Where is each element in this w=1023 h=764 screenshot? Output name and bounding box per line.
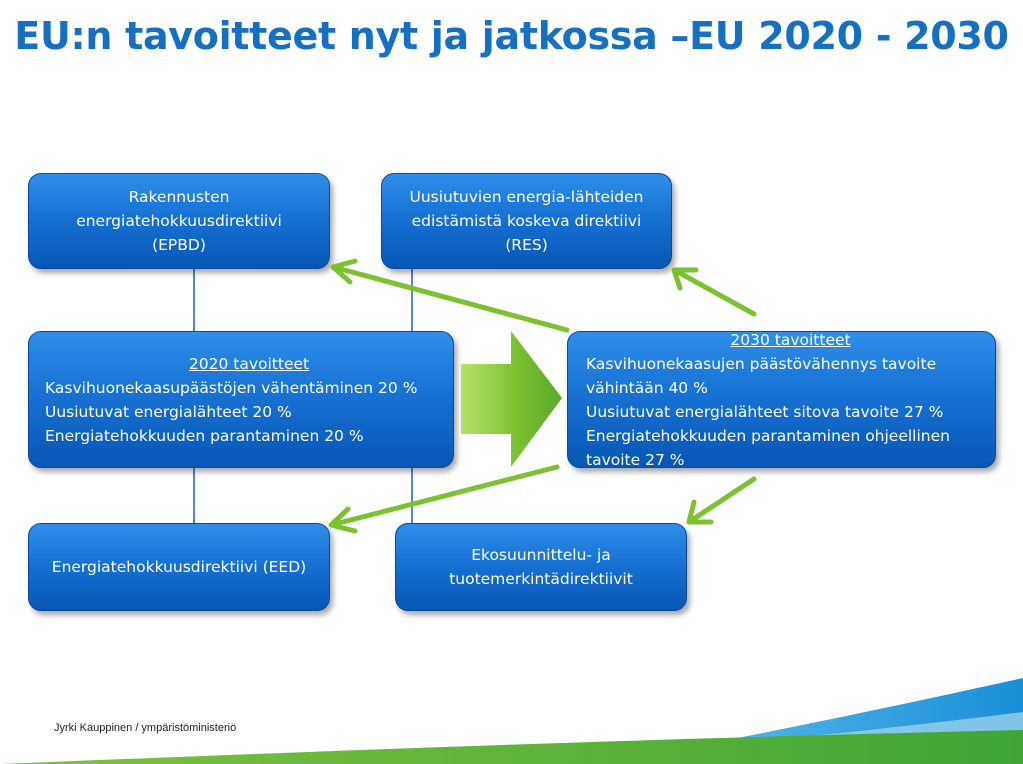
box-text-line: Uusiutuvat energialähteet 20 % (45, 402, 292, 421)
box-text-line: Kasvihuonekaasujen päästövähennys tavoite (586, 354, 937, 373)
page-title: EU:n tavoitteet nyt ja jatkossa –EU 2020 - 2030 (14, 14, 1009, 58)
box-text-line: Rakennusten (128, 188, 230, 206)
box-text-line: Kasvihuonekaasupäästöjen vähentäminen 20 % (45, 378, 418, 397)
box-text-line: Energiatehokkuusdirektiivi (EED) (51, 558, 307, 576)
box-text-line: (EPBD) (152, 236, 206, 254)
box-text-line: vähintään 40 % (586, 378, 708, 397)
box-text-line: edistämistä koskeva direktiivi (411, 212, 642, 230)
box-text-line: tavoite 27 % (586, 450, 685, 469)
box-text-line: Uusiutuvat energialähteet sitova tavoite 27 % (586, 402, 944, 421)
box-header-2020: 2020 tavoitteet (188, 354, 310, 373)
box-header-2030: 2030 tavoitteet (730, 330, 851, 349)
box-text-line: Uusiutuvien energia-lähteiden (409, 188, 644, 206)
box-text-line: (RES) (505, 236, 548, 254)
box-text-line: Energiatehokkuuden parantaminen 20 % (45, 426, 364, 445)
arrow-to-epbd-icon (333, 261, 567, 330)
box-text-line: energiatehokkuusdirektiivi (76, 212, 282, 230)
box-text-line: Energiatehokkuuden parantaminen ohjeellinen (586, 426, 950, 445)
box-text-line: Ekosuunnittelu- ja (471, 546, 611, 564)
arrow-to-eco-icon (689, 479, 754, 522)
footer-author: Jyrki Kauppinen / ympäristöministeriö (54, 722, 237, 734)
arrow-to-res-icon (674, 270, 754, 314)
big-right-arrow-icon (461, 331, 562, 467)
box-text-line: tuotemerkintädirektiivit (449, 570, 633, 588)
arrow-to-eed-icon (331, 467, 557, 531)
